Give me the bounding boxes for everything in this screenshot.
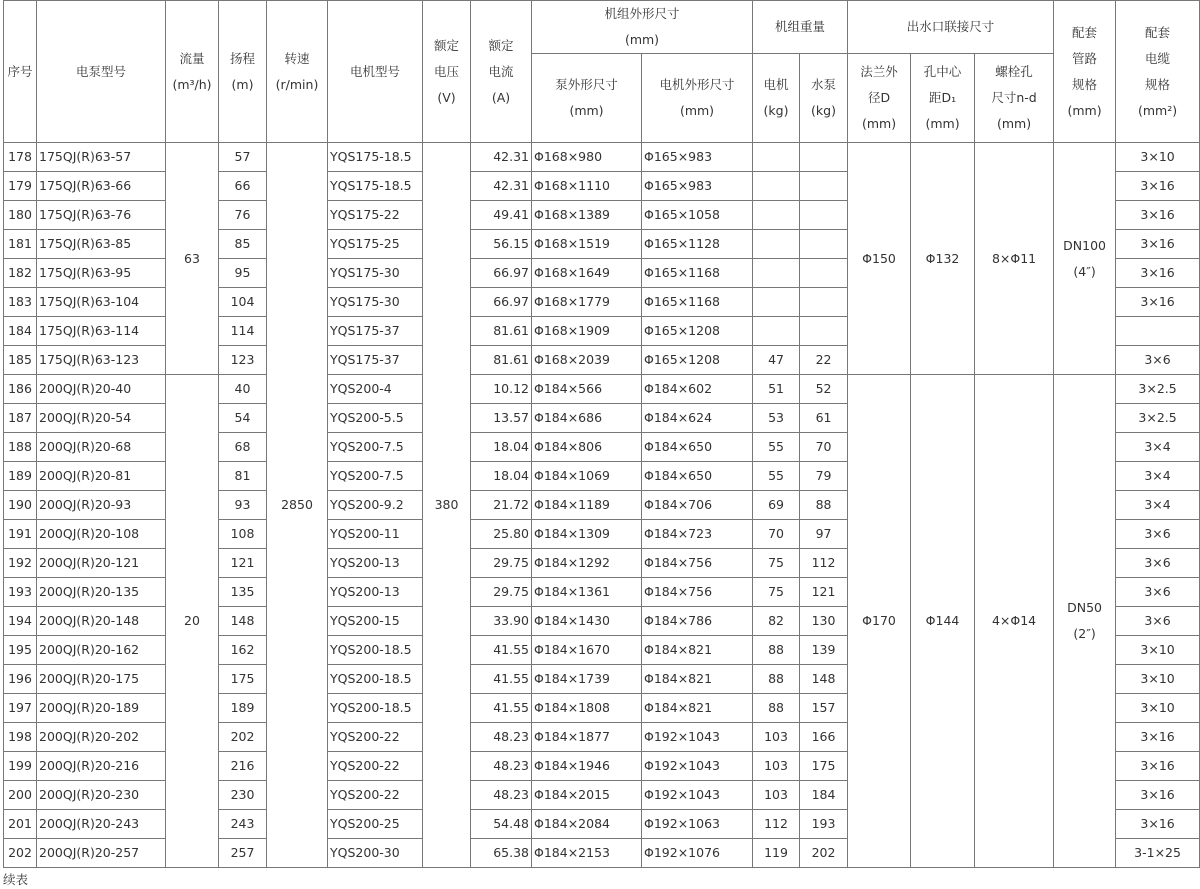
pump-dim-cell: Φ184×1361	[532, 578, 642, 607]
motor-dim-cell: Φ192×1063	[642, 810, 753, 839]
head-cell: 108	[219, 520, 267, 549]
pump-dim-cell: Φ184×566	[532, 375, 642, 404]
pump-weight-cell: 139	[800, 636, 848, 665]
pump-dim-cell: Φ168×2039	[532, 346, 642, 375]
motor-dim-cell: Φ184×756	[642, 578, 753, 607]
pump-model-cell: 200QJ(R)20-175	[37, 665, 166, 694]
pump-model-cell: 200QJ(R)20-148	[37, 607, 166, 636]
motor-model-cell: YQS200-13	[328, 549, 423, 578]
motor-dim-cell: Φ192×1043	[642, 781, 753, 810]
motor-dim-cell: Φ165×1058	[642, 201, 753, 230]
head-cell: 148	[219, 607, 267, 636]
table-body	[4, 143, 1200, 868]
seq-cell: 186	[4, 375, 37, 404]
current-cell: 42.31	[471, 172, 532, 201]
pump-weight-cell: 70	[800, 433, 848, 462]
cable-cell: 3×6	[1116, 607, 1200, 636]
cable-cell: 3×6	[1116, 549, 1200, 578]
pump-model-cell: 200QJ(R)20-230	[37, 781, 166, 810]
pump-weight-cell: 148	[800, 665, 848, 694]
pump-model-cell: 200QJ(R)20-243	[37, 810, 166, 839]
motor-model-cell: YQS200-4	[328, 375, 423, 404]
pump-weight-cell: 193	[800, 810, 848, 839]
motor-weight-cell: 88	[753, 636, 800, 665]
cable-cell: 3×10	[1116, 143, 1200, 172]
motor-weight-cell	[753, 317, 800, 346]
motor-weight-cell: 103	[753, 781, 800, 810]
pump-dim-cell: Φ184×806	[532, 433, 642, 462]
header-flange: 法兰外 径D (mm)	[848, 54, 911, 143]
pump-dim-cell: Φ184×1309	[532, 520, 642, 549]
pump-model-cell: 175QJ(R)63-123	[37, 346, 166, 375]
cable-cell: 3×4	[1116, 491, 1200, 520]
head-cell: 40	[219, 375, 267, 404]
pump-model-cell: 175QJ(R)63-95	[37, 259, 166, 288]
motor-weight-cell	[753, 201, 800, 230]
pump-model-cell: 175QJ(R)63-57	[37, 143, 166, 172]
table-row	[4, 143, 1200, 172]
pump-model-cell: 200QJ(R)20-216	[37, 752, 166, 781]
pump-dim-cell: Φ184×1877	[532, 723, 642, 752]
motor-weight-cell	[753, 172, 800, 201]
motor-dim-cell: Φ192×1043	[642, 723, 753, 752]
head-cell: 230	[219, 781, 267, 810]
pump-weight-cell	[800, 317, 848, 346]
current-cell: 29.75	[471, 549, 532, 578]
motor-dim-cell: Φ165×1208	[642, 346, 753, 375]
speed-cell: 2850	[267, 143, 328, 868]
motor-dim-cell: Φ184×650	[642, 462, 753, 491]
seq-cell: 195	[4, 636, 37, 665]
cable-cell: 3×16	[1116, 172, 1200, 201]
pump-dim-cell: Φ184×2015	[532, 781, 642, 810]
seq-cell: 182	[4, 259, 37, 288]
motor-model-cell: YQS200-18.5	[328, 665, 423, 694]
seq-cell: 187	[4, 404, 37, 433]
header-motor-dim: 电机外形尺寸 (mm)	[642, 54, 753, 143]
current-cell: 18.04	[471, 433, 532, 462]
seq-cell: 190	[4, 491, 37, 520]
seq-cell: 189	[4, 462, 37, 491]
motor-model-cell: YQS175-18.5	[328, 143, 423, 172]
seq-cell: 181	[4, 230, 37, 259]
head-cell: 57	[219, 143, 267, 172]
motor-weight-cell: 112	[753, 810, 800, 839]
pump-dim-cell: Φ184×2084	[532, 810, 642, 839]
cable-cell: 3×2.5	[1116, 375, 1200, 404]
cable-cell: 3×6	[1116, 578, 1200, 607]
motor-weight-cell: 103	[753, 752, 800, 781]
motor-dim-cell: Φ192×1076	[642, 839, 753, 868]
cable-cell: 3×16	[1116, 810, 1200, 839]
table-row	[4, 375, 1200, 404]
motor-model-cell: YQS200-9.2	[328, 491, 423, 520]
motor-model-cell: YQS200-15	[328, 607, 423, 636]
pump-weight-cell: 130	[800, 607, 848, 636]
pump-weight-cell: 88	[800, 491, 848, 520]
motor-dim-cell: Φ192×1043	[642, 752, 753, 781]
pump-model-cell: 175QJ(R)63-85	[37, 230, 166, 259]
motor-dim-cell: Φ184×723	[642, 520, 753, 549]
cable-cell: 3×16	[1116, 288, 1200, 317]
current-cell: 66.97	[471, 259, 532, 288]
pump-weight-cell: 175	[800, 752, 848, 781]
pump-weight-cell: 166	[800, 723, 848, 752]
pump-dim-cell: Φ184×1670	[532, 636, 642, 665]
pump-dim-cell: Φ184×1292	[532, 549, 642, 578]
head-cell: 243	[219, 810, 267, 839]
pump-model-cell: 200QJ(R)20-108	[37, 520, 166, 549]
head-cell: 104	[219, 288, 267, 317]
cable-cell: 3×16	[1116, 723, 1200, 752]
current-cell: 21.72	[471, 491, 532, 520]
pump-weight-cell: 112	[800, 549, 848, 578]
motor-weight-cell: 82	[753, 607, 800, 636]
head-cell: 114	[219, 317, 267, 346]
motor-weight-cell: 88	[753, 694, 800, 723]
hole-distance-cell: Φ144	[911, 375, 975, 868]
header-dimensions: 机组外形尺寸 (mm)	[532, 1, 753, 54]
motor-weight-cell: 55	[753, 433, 800, 462]
header-pump-dim: 泵外形尺寸 (mm)	[532, 54, 642, 143]
bolt-cell: 8×Φ11	[975, 143, 1054, 375]
cable-cell: 3×16	[1116, 259, 1200, 288]
current-cell: 18.04	[471, 462, 532, 491]
pump-weight-cell	[800, 201, 848, 230]
header-bolt: 螺栓孔 尺寸n-d (mm)	[975, 54, 1054, 143]
motor-dim-cell: Φ184×786	[642, 607, 753, 636]
pipe-cell: DN50 (2″)	[1054, 375, 1116, 868]
motor-weight-cell: 88	[753, 665, 800, 694]
head-cell: 175	[219, 665, 267, 694]
header-speed: 转速 (r/min)	[267, 1, 328, 143]
pump-model-cell: 200QJ(R)20-162	[37, 636, 166, 665]
motor-model-cell: YQS175-25	[328, 230, 423, 259]
cable-cell: 3×16	[1116, 230, 1200, 259]
pump-model-cell: 175QJ(R)63-76	[37, 201, 166, 230]
seq-cell: 202	[4, 839, 37, 868]
seq-cell: 178	[4, 143, 37, 172]
pump-model-cell: 200QJ(R)20-121	[37, 549, 166, 578]
pump-weight-cell: 157	[800, 694, 848, 723]
current-cell: 41.55	[471, 636, 532, 665]
motor-dim-cell: Φ184×756	[642, 549, 753, 578]
head-cell: 68	[219, 433, 267, 462]
current-cell: 25.80	[471, 520, 532, 549]
motor-dim-cell: Φ165×1208	[642, 317, 753, 346]
motor-weight-cell: 55	[753, 462, 800, 491]
current-cell: 81.61	[471, 346, 532, 375]
current-cell: 13.57	[471, 404, 532, 433]
pump-model-cell: 200QJ(R)20-81	[37, 462, 166, 491]
header-weight: 机组重量	[753, 1, 848, 54]
head-cell: 121	[219, 549, 267, 578]
motor-weight-cell: 47	[753, 346, 800, 375]
pump-weight-cell: 184	[800, 781, 848, 810]
motor-model-cell: YQS200-7.5	[328, 462, 423, 491]
current-cell: 48.23	[471, 752, 532, 781]
table-header	[4, 1, 1200, 143]
header-motor-model: 电机型号	[328, 1, 423, 143]
head-cell: 135	[219, 578, 267, 607]
seq-cell: 198	[4, 723, 37, 752]
header-flow: 流量 (m³/h)	[166, 1, 219, 143]
pump-weight-cell	[800, 172, 848, 201]
seq-cell: 200	[4, 781, 37, 810]
header-head: 扬程 (m)	[219, 1, 267, 143]
motor-weight-cell	[753, 288, 800, 317]
seq-cell: 196	[4, 665, 37, 694]
pump-dim-cell: Φ184×686	[532, 404, 642, 433]
motor-dim-cell: Φ184×650	[642, 433, 753, 462]
head-cell: 162	[219, 636, 267, 665]
head-cell: 76	[219, 201, 267, 230]
motor-weight-cell: 53	[753, 404, 800, 433]
seq-cell: 193	[4, 578, 37, 607]
motor-model-cell: YQS175-18.5	[328, 172, 423, 201]
pump-dim-cell: Φ184×1946	[532, 752, 642, 781]
motor-weight-cell	[753, 230, 800, 259]
pump-model-cell: 200QJ(R)20-202	[37, 723, 166, 752]
cable-cell: 3×6	[1116, 520, 1200, 549]
motor-model-cell: YQS200-13	[328, 578, 423, 607]
cable-cell: 3×6	[1116, 346, 1200, 375]
pump-dim-cell: Φ184×1069	[532, 462, 642, 491]
header-hole-distance: 孔中心 距D₁ (mm)	[911, 54, 975, 143]
motor-model-cell: YQS200-30	[328, 839, 423, 868]
current-cell: 42.31	[471, 143, 532, 172]
current-cell: 41.55	[471, 694, 532, 723]
pump-model-cell: 200QJ(R)20-257	[37, 839, 166, 868]
motor-weight-cell: 75	[753, 549, 800, 578]
pump-dim-cell: Φ168×1779	[532, 288, 642, 317]
cable-cell: 3×10	[1116, 636, 1200, 665]
seq-cell: 197	[4, 694, 37, 723]
motor-model-cell: YQS200-5.5	[328, 404, 423, 433]
seq-cell: 199	[4, 752, 37, 781]
pump-weight-cell	[800, 259, 848, 288]
current-cell: 49.41	[471, 201, 532, 230]
motor-weight-cell: 119	[753, 839, 800, 868]
motor-model-cell: YQS200-25	[328, 810, 423, 839]
head-cell: 202	[219, 723, 267, 752]
pump-dim-cell: Φ184×1430	[532, 607, 642, 636]
seq-cell: 191	[4, 520, 37, 549]
motor-model-cell: YQS175-37	[328, 346, 423, 375]
pump-model-cell: 200QJ(R)20-189	[37, 694, 166, 723]
motor-model-cell: YQS175-30	[328, 288, 423, 317]
header-motor-weight: 电机 (kg)	[753, 54, 800, 143]
flange-cell: Φ170	[848, 375, 911, 868]
motor-dim-cell: Φ184×602	[642, 375, 753, 404]
current-cell: 48.23	[471, 781, 532, 810]
head-cell: 95	[219, 259, 267, 288]
motor-weight-cell	[753, 143, 800, 172]
pump-dim-cell: Φ184×1808	[532, 694, 642, 723]
motor-weight-cell	[753, 259, 800, 288]
header-pump-weight: 水泵 (kg)	[800, 54, 848, 143]
pump-weight-cell	[800, 230, 848, 259]
cable-cell: 3×10	[1116, 665, 1200, 694]
current-cell: 56.15	[471, 230, 532, 259]
pump-dim-cell: Φ184×1739	[532, 665, 642, 694]
header-voltage: 额定 电压 (V)	[423, 1, 471, 143]
header-cable: 配套 电缆 规格 (mm²)	[1116, 1, 1200, 143]
pump-weight-cell: 22	[800, 346, 848, 375]
pump-model-cell: 200QJ(R)20-40	[37, 375, 166, 404]
pump-model-cell: 200QJ(R)20-54	[37, 404, 166, 433]
flange-cell: Φ150	[848, 143, 911, 375]
current-cell: 33.90	[471, 607, 532, 636]
hole-distance-cell: Φ132	[911, 143, 975, 375]
bolt-cell: 4×Φ14	[975, 375, 1054, 868]
pump-weight-cell: 52	[800, 375, 848, 404]
motor-model-cell: YQS200-22	[328, 723, 423, 752]
motor-dim-cell: Φ184×821	[642, 665, 753, 694]
pipe-cell: DN100 (4″)	[1054, 143, 1116, 375]
head-cell: 66	[219, 172, 267, 201]
pump-model-cell: 175QJ(R)63-104	[37, 288, 166, 317]
seq-cell: 180	[4, 201, 37, 230]
cable-cell: 3-1×25	[1116, 839, 1200, 868]
pump-dim-cell: Φ168×980	[532, 143, 642, 172]
cable-cell: 3×4	[1116, 433, 1200, 462]
motor-model-cell: YQS200-22	[328, 752, 423, 781]
pump-model-cell: 200QJ(R)20-68	[37, 433, 166, 462]
motor-weight-cell: 51	[753, 375, 800, 404]
pump-weight-cell: 79	[800, 462, 848, 491]
cable-cell: 3×16	[1116, 781, 1200, 810]
cable-cell	[1116, 317, 1200, 346]
header-seq: 序号	[4, 1, 37, 143]
motor-model-cell: YQS200-7.5	[328, 433, 423, 462]
pump-dim-cell: Φ184×1189	[532, 491, 642, 520]
current-cell: 29.75	[471, 578, 532, 607]
current-cell: 48.23	[471, 723, 532, 752]
pump-weight-cell: 97	[800, 520, 848, 549]
pump-dim-cell: Φ184×2153	[532, 839, 642, 868]
seq-cell: 201	[4, 810, 37, 839]
motor-model-cell: YQS200-22	[328, 781, 423, 810]
voltage-cell: 380	[423, 143, 471, 868]
motor-weight-cell: 75	[753, 578, 800, 607]
cable-cell: 3×16	[1116, 752, 1200, 781]
pump-weight-cell: 121	[800, 578, 848, 607]
pump-weight-cell	[800, 288, 848, 317]
motor-weight-cell: 70	[753, 520, 800, 549]
current-cell: 41.55	[471, 665, 532, 694]
header-current: 额定 电流 (A)	[471, 1, 532, 143]
motor-dim-cell: Φ165×1168	[642, 259, 753, 288]
pump-model-cell: 200QJ(R)20-93	[37, 491, 166, 520]
motor-dim-cell: Φ165×983	[642, 143, 753, 172]
cable-cell: 3×16	[1116, 201, 1200, 230]
seq-cell: 184	[4, 317, 37, 346]
pump-dim-cell: Φ168×1519	[532, 230, 642, 259]
cable-cell: 3×4	[1116, 462, 1200, 491]
header-outlet: 出水口联接尺寸	[848, 1, 1054, 54]
pump-model-cell: 200QJ(R)20-135	[37, 578, 166, 607]
flow-cell: 20	[166, 375, 219, 868]
motor-model-cell: YQS175-30	[328, 259, 423, 288]
seq-cell: 183	[4, 288, 37, 317]
flow-cell: 63	[166, 143, 219, 375]
head-cell: 216	[219, 752, 267, 781]
cable-cell: 3×2.5	[1116, 404, 1200, 433]
motor-model-cell: YQS175-22	[328, 201, 423, 230]
cable-cell: 3×10	[1116, 694, 1200, 723]
pump-dim-cell: Φ168×1649	[532, 259, 642, 288]
current-cell: 65.38	[471, 839, 532, 868]
head-cell: 257	[219, 839, 267, 868]
pump-dim-cell: Φ168×1909	[532, 317, 642, 346]
seq-cell: 179	[4, 172, 37, 201]
head-cell: 81	[219, 462, 267, 491]
pump-dim-cell: Φ168×1389	[532, 201, 642, 230]
head-cell: 54	[219, 404, 267, 433]
head-cell: 85	[219, 230, 267, 259]
motor-dim-cell: Φ165×1168	[642, 288, 753, 317]
motor-model-cell: YQS200-18.5	[328, 694, 423, 723]
head-cell: 93	[219, 491, 267, 520]
continued-note: 续表	[3, 872, 29, 887]
head-cell: 189	[219, 694, 267, 723]
pump-dim-cell: Φ168×1110	[532, 172, 642, 201]
current-cell: 81.61	[471, 317, 532, 346]
motor-model-cell: YQS200-18.5	[328, 636, 423, 665]
current-cell: 66.97	[471, 288, 532, 317]
motor-dim-cell: Φ184×821	[642, 636, 753, 665]
motor-dim-cell: Φ184×821	[642, 694, 753, 723]
pump-weight-cell: 202	[800, 839, 848, 868]
pump-weight-cell: 61	[800, 404, 848, 433]
pump-weight-cell	[800, 143, 848, 172]
motor-dim-cell: Φ165×1128	[642, 230, 753, 259]
current-cell: 54.48	[471, 810, 532, 839]
head-cell: 123	[219, 346, 267, 375]
motor-weight-cell: 69	[753, 491, 800, 520]
seq-cell: 188	[4, 433, 37, 462]
motor-dim-cell: Φ165×983	[642, 172, 753, 201]
seq-cell: 194	[4, 607, 37, 636]
motor-model-cell: YQS200-11	[328, 520, 423, 549]
motor-weight-cell: 103	[753, 723, 800, 752]
pump-model-cell: 175QJ(R)63-114	[37, 317, 166, 346]
motor-dim-cell: Φ184×624	[642, 404, 753, 433]
header-pump-model: 电泵型号	[37, 1, 166, 143]
header-pipe: 配套 管路 规格 (mm)	[1054, 1, 1116, 143]
seq-cell: 192	[4, 549, 37, 578]
current-cell: 10.12	[471, 375, 532, 404]
seq-cell: 185	[4, 346, 37, 375]
pump-model-cell: 175QJ(R)63-66	[37, 172, 166, 201]
motor-dim-cell: Φ184×706	[642, 491, 753, 520]
motor-model-cell: YQS175-37	[328, 317, 423, 346]
pump-spec-table	[3, 0, 1200, 868]
